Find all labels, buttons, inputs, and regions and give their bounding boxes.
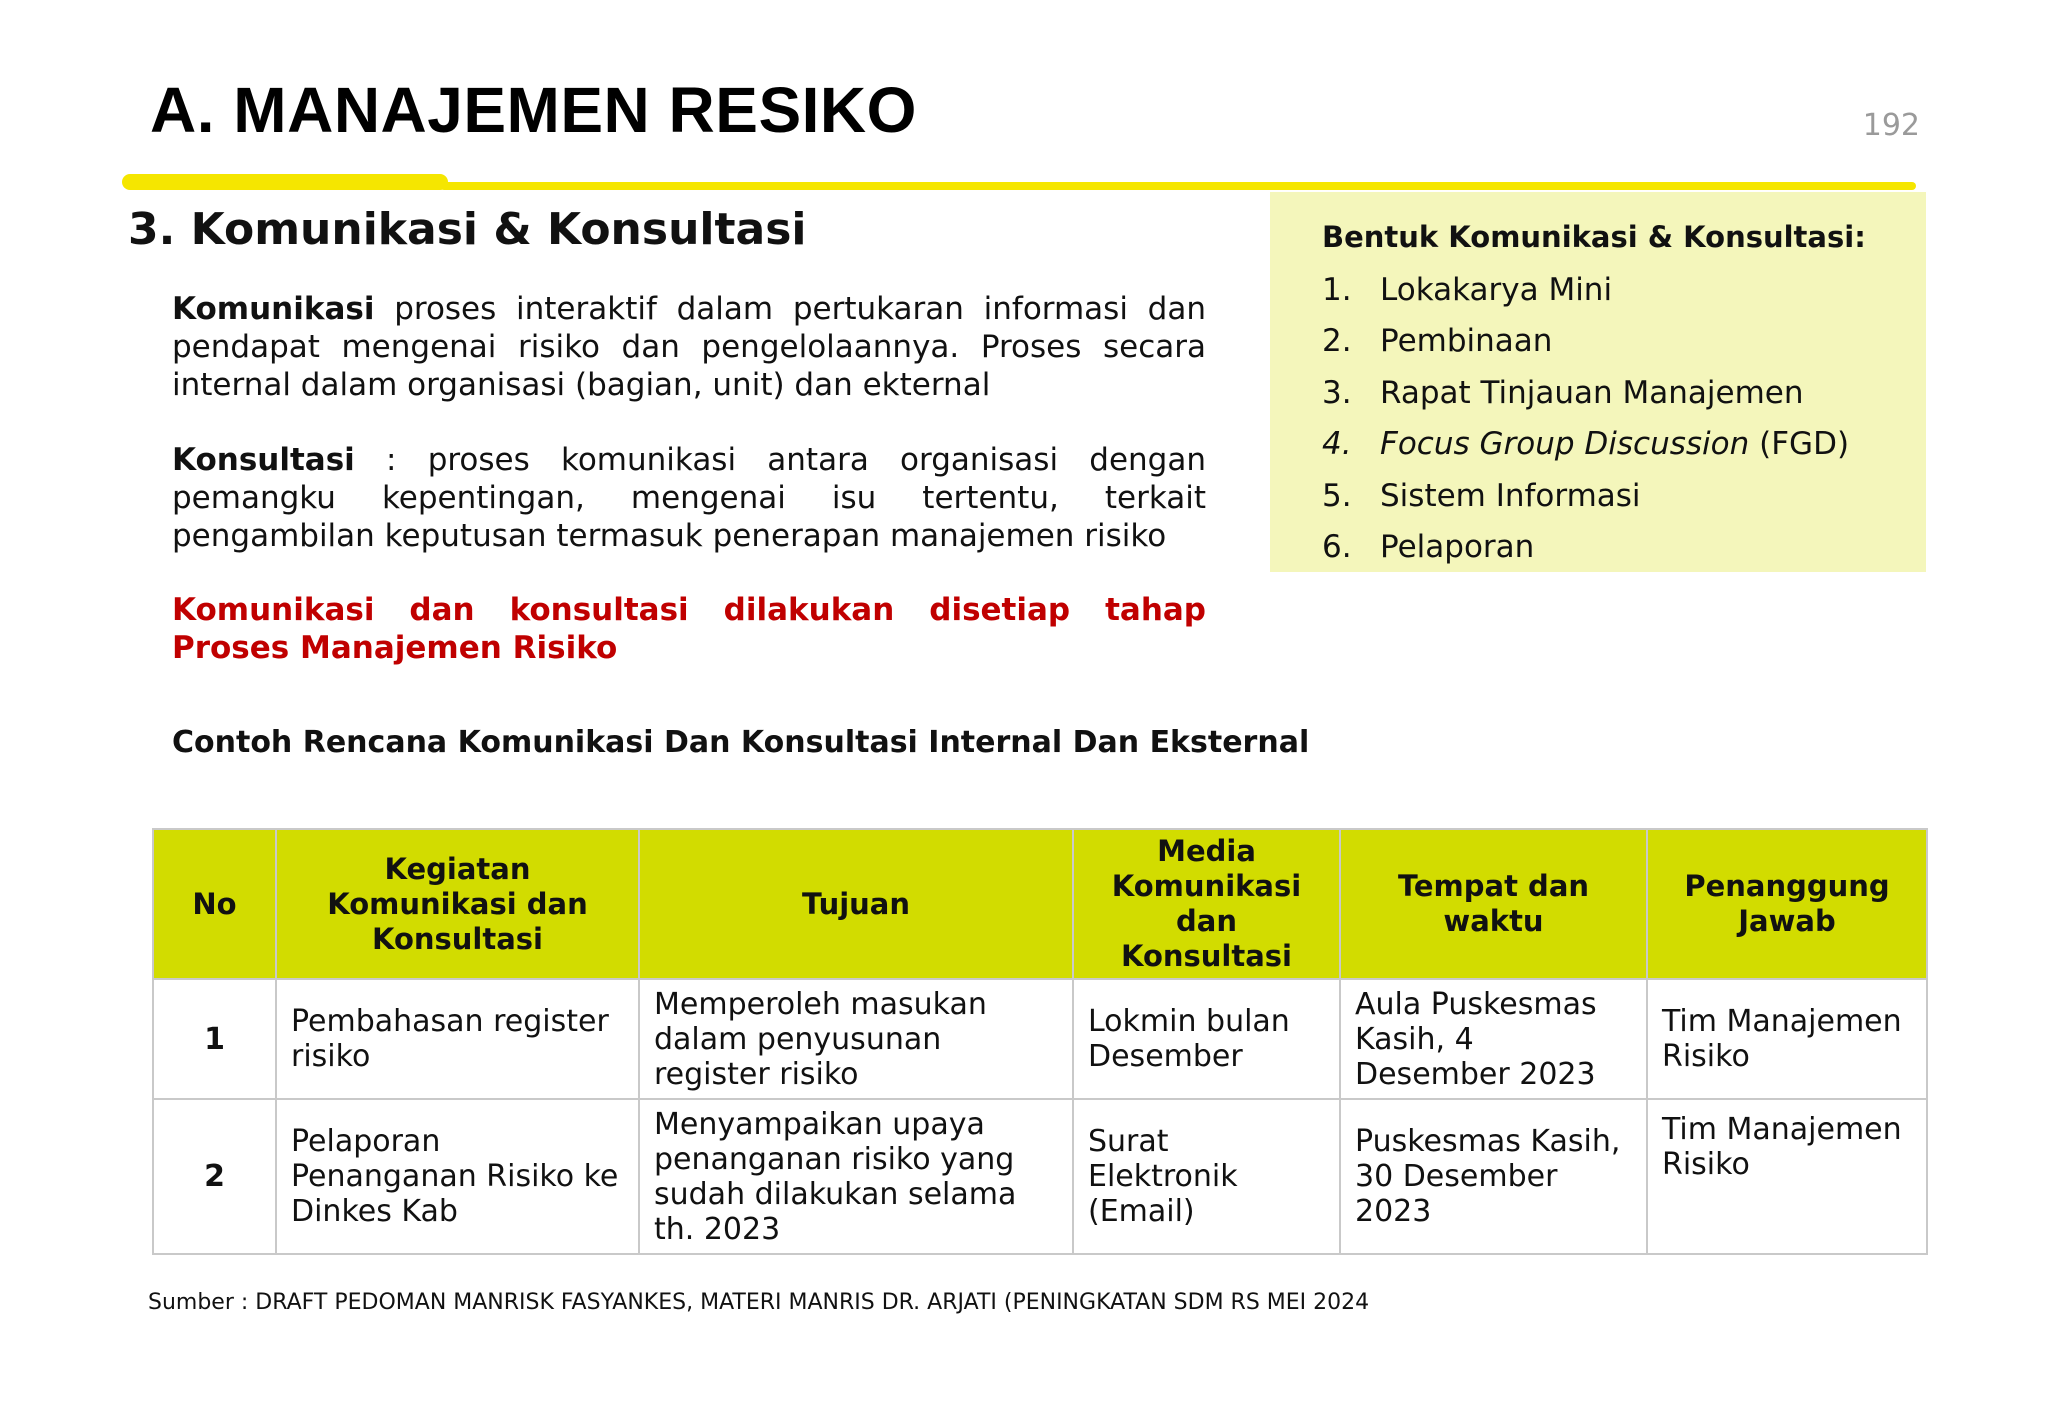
forms-item-label: Lokakarya Mini xyxy=(1380,271,1613,308)
header-penanggung-jawab: Penanggung Jawab xyxy=(1647,829,1927,979)
forms-item-label-suffix: (FGD) xyxy=(1749,426,1850,463)
forms-item xyxy=(1322,522,1849,574)
cell-tujuan: Menyampaikan upaya penanganan risiko yang sudah dilakukan selama th. 2023 xyxy=(639,1099,1073,1254)
section-heading: 3. Komunikasi & Konsultasi xyxy=(128,204,807,255)
header-tempat: Tempat dan waktu xyxy=(1340,829,1647,979)
forms-box xyxy=(1270,192,1926,572)
header-kegiatan: Kegiatan Komunikasi dan Konsultasi xyxy=(276,829,639,979)
forms-item-label: Pembinaan xyxy=(1380,323,1553,360)
table-header-row xyxy=(153,829,1927,979)
cell-tujuan: Memperoleh masukan dalam penyusunan register risiko xyxy=(639,979,1073,1099)
table-row xyxy=(153,1099,1927,1254)
highlight-statement: Komunikasi dan konsultasi dilakukan disetiap tahap Proses Manajemen Risiko xyxy=(172,592,1206,666)
cell-kegiatan: Pelaporan Penanganan Risiko ke Dinkes Kab xyxy=(276,1099,639,1254)
komunikasi-term: Komunikasi xyxy=(172,291,375,327)
forms-title: Bentuk Komunikasi & Konsultasi: xyxy=(1322,220,1866,254)
forms-item xyxy=(1322,264,1849,316)
forms-item-label: Pelaporan xyxy=(1380,529,1535,566)
forms-list xyxy=(1322,264,1849,573)
header-media: Media Komunikasi dan Konsultasi xyxy=(1073,829,1340,979)
forms-item xyxy=(1322,419,1849,471)
cell-tempat: Puskesmas Kasih, 30 Desember 2023 xyxy=(1340,1099,1647,1254)
page-title: A. MANAJEMEN RESIKO xyxy=(150,74,917,146)
konsultasi-text: : proses komunikasi antara organisasi dengan pemangku kepentingan, mengenai isu tertentu, terkait pengambilan keputusan termasuk penerapan manajemen risiko xyxy=(172,442,1206,554)
forms-item-number: 5. xyxy=(1322,477,1352,514)
konsultasi-term: Konsultasi xyxy=(172,442,355,478)
komunikasi-definition xyxy=(172,290,1206,404)
forms-item-label: Rapat Tinjauan Manajemen xyxy=(1380,374,1804,411)
cell-media: Lokmin bulan Desember xyxy=(1073,979,1340,1099)
forms-item xyxy=(1322,470,1849,522)
header-no: No xyxy=(153,829,276,979)
komunikasi-text: proses interaktif dalam pertukaran informasi dan pendapat mengenai risiko dan pengelolaannya. Proses secara internal dalam organisasi (bagian, unit) dan ekternal xyxy=(172,291,1206,403)
cell-no: 2 xyxy=(153,1099,276,1254)
forms-item-number: 4. xyxy=(1322,426,1352,463)
source-citation: Sumber : DRAFT PEDOMAN MANRISK FASYANKES, MATERI MANRIS DR. ARJATI (PENINGKATAN SDM RS MEI 2024 xyxy=(148,1290,1370,1315)
konsultasi-definition xyxy=(172,441,1206,555)
forms-item-number: 1. xyxy=(1322,271,1352,308)
forms-item-label-italic: Focus Group Discussion xyxy=(1380,426,1750,463)
forms-item-number: 2. xyxy=(1322,323,1352,360)
cell-penanggung-jawab: Tim Manajemen Risiko xyxy=(1647,979,1927,1099)
cell-media: Surat Elektronik (Email) xyxy=(1073,1099,1340,1254)
title-underline-thick xyxy=(122,174,448,190)
page-number: 192 xyxy=(1862,108,1920,143)
forms-item-number: 3. xyxy=(1322,374,1352,411)
cell-no: 1 xyxy=(153,979,276,1099)
forms-item xyxy=(1322,367,1849,419)
cell-tempat: Aula Puskesmas Kasih, 4 Desember 2023 xyxy=(1340,979,1647,1099)
cell-penanggung-jawab: Tim Manajemen Risiko xyxy=(1647,1099,1927,1254)
header-tujuan: Tujuan xyxy=(639,829,1073,979)
communication-plan-table xyxy=(152,828,1928,1255)
table-caption: Contoh Rencana Komunikasi Dan Konsultasi Internal Dan Eksternal xyxy=(172,725,1310,760)
forms-item-label: Sistem Informasi xyxy=(1380,477,1641,514)
table-row xyxy=(153,979,1927,1099)
title-underline-thin xyxy=(440,182,1916,190)
forms-item-number: 6. xyxy=(1322,529,1352,566)
forms-item xyxy=(1322,316,1849,368)
cell-kegiatan: Pembahasan register risiko xyxy=(276,979,639,1099)
